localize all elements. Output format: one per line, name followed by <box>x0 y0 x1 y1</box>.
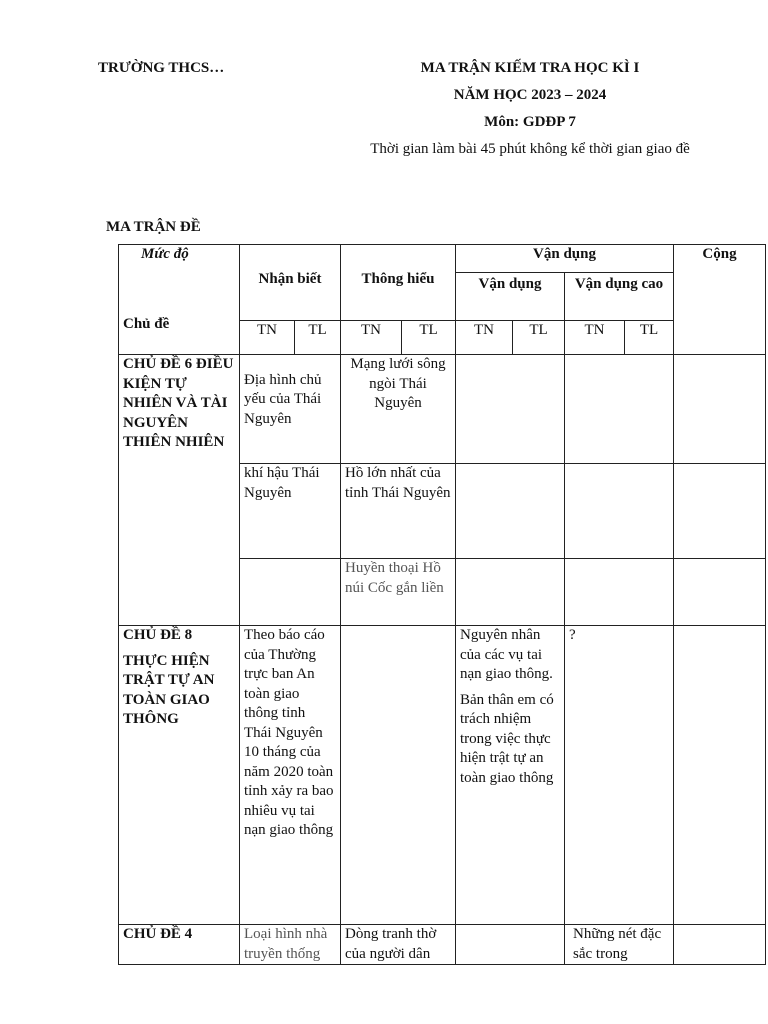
topic-6-nb-2: khí hậu Thái Nguyên <box>240 464 341 559</box>
subject: Môn: GDĐP 7 <box>484 114 576 130</box>
matrix-table <box>118 244 766 965</box>
topic-6-nb-1: Địa hình chủ yếu của Thái Nguyên <box>240 355 341 464</box>
exam-time: Thời gian làm bài 45 phút không kể thời gian giao đề <box>370 141 690 157</box>
topic-8-nb: Theo báo cáo của Thường trực ban An toàn giao thông tỉnh Thái Nguyên 10 tháng của năm 2020 toàn tỉnh xảy ra bao nhiêu vụ tai nạn giao thông <box>240 626 341 925</box>
topic-6-title: CHỦ ĐỀ 6 ĐIỀU KIỆN TỰ NHIÊN VÀ TÀI NGUYÊN THIÊN NHIÊN <box>119 355 240 626</box>
topic-4-title: CHỦ ĐỀ 4 <box>119 925 240 965</box>
topic-6-vd-2 <box>456 464 565 559</box>
thong-hieu-header: Thông hiểu <box>341 245 456 321</box>
topic-8-title <box>119 626 240 925</box>
topic-4-nb: Loại hình nhà truyền thống <box>240 925 341 965</box>
nb-tn: TN <box>240 321 295 355</box>
section-title: MA TRẬN ĐỀ <box>106 219 201 235</box>
topic-8-vd <box>456 626 565 925</box>
topic-4-vdc: Những nét đặc sắc trong <box>565 925 674 965</box>
topic-6-vd-3 <box>456 559 565 626</box>
vdc-tn: TN <box>565 321 625 355</box>
school-name: TRƯỜNG THCS… <box>98 60 225 76</box>
van-dung-header: Vận dụng <box>456 273 565 321</box>
topic-8-vdc: ? <box>565 626 674 925</box>
th-tl: TL <box>402 321 456 355</box>
topic-4-th: Dòng tranh thờ của người dân <box>341 925 456 965</box>
th-tn: TN <box>341 321 402 355</box>
muc-do-label: Mức độ <box>141 246 189 262</box>
van-dung-group-header: Vận dụng <box>456 245 674 273</box>
nb-tl: TL <box>295 321 341 355</box>
topic-8-title-2: THỰC HIỆN TRẬT TỰ AN TOÀN GIAO THÔNG <box>123 652 215 727</box>
topic-6-vd-1 <box>456 355 565 464</box>
topic-6-vdc-2 <box>565 464 674 559</box>
topic-6-cong-2 <box>674 464 766 559</box>
vd-tl: TL <box>513 321 565 355</box>
topic-6-cong-1 <box>674 355 766 464</box>
topic-6-th-1: Mạng lưới sông ngòi Thái Nguyên <box>341 355 456 464</box>
topic-8-vd-2: Bản thân em có trách nhiệm trong việc thực hiện trật tự an toàn giao thông <box>460 691 554 786</box>
cong-header: Cộng <box>674 245 766 355</box>
topic-8-title-1: CHỦ ĐỀ 8 <box>123 627 193 643</box>
topic-6-vdc-3 <box>565 559 674 626</box>
topic-4-vd <box>456 925 565 965</box>
vdc-tl: TL <box>625 321 674 355</box>
topic-8-cong <box>674 626 766 925</box>
school-year: NĂM HỌC 2023 – 2024 <box>453 87 607 103</box>
topic-6-vdc-1 <box>565 355 674 464</box>
topic-6-nb-3 <box>240 559 341 626</box>
topic-6-th-3: Huyền thoại Hồ núi Cốc gắn liền <box>341 559 456 626</box>
nhan-biet-header: Nhận biết <box>240 245 341 321</box>
topic-8-th <box>341 626 456 925</box>
topic-6-cong-3 <box>674 559 766 626</box>
chu-de-label: Chủ đề <box>123 315 170 332</box>
van-dung-cao-header: Vận dụng cao <box>565 273 674 321</box>
topic-4-cong <box>674 925 766 965</box>
topic-8-vd-1: Nguyên nhân của các vụ tai nạn giao thông. <box>460 627 553 682</box>
exam-title: MA TRẬN KIẾM TRA HỌC KÌ I <box>420 60 640 76</box>
vd-tn: TN <box>456 321 513 355</box>
topic-6-th-2: Hồ lớn nhất của tỉnh Thái Nguyên <box>341 464 456 559</box>
header-corner <box>119 245 240 355</box>
